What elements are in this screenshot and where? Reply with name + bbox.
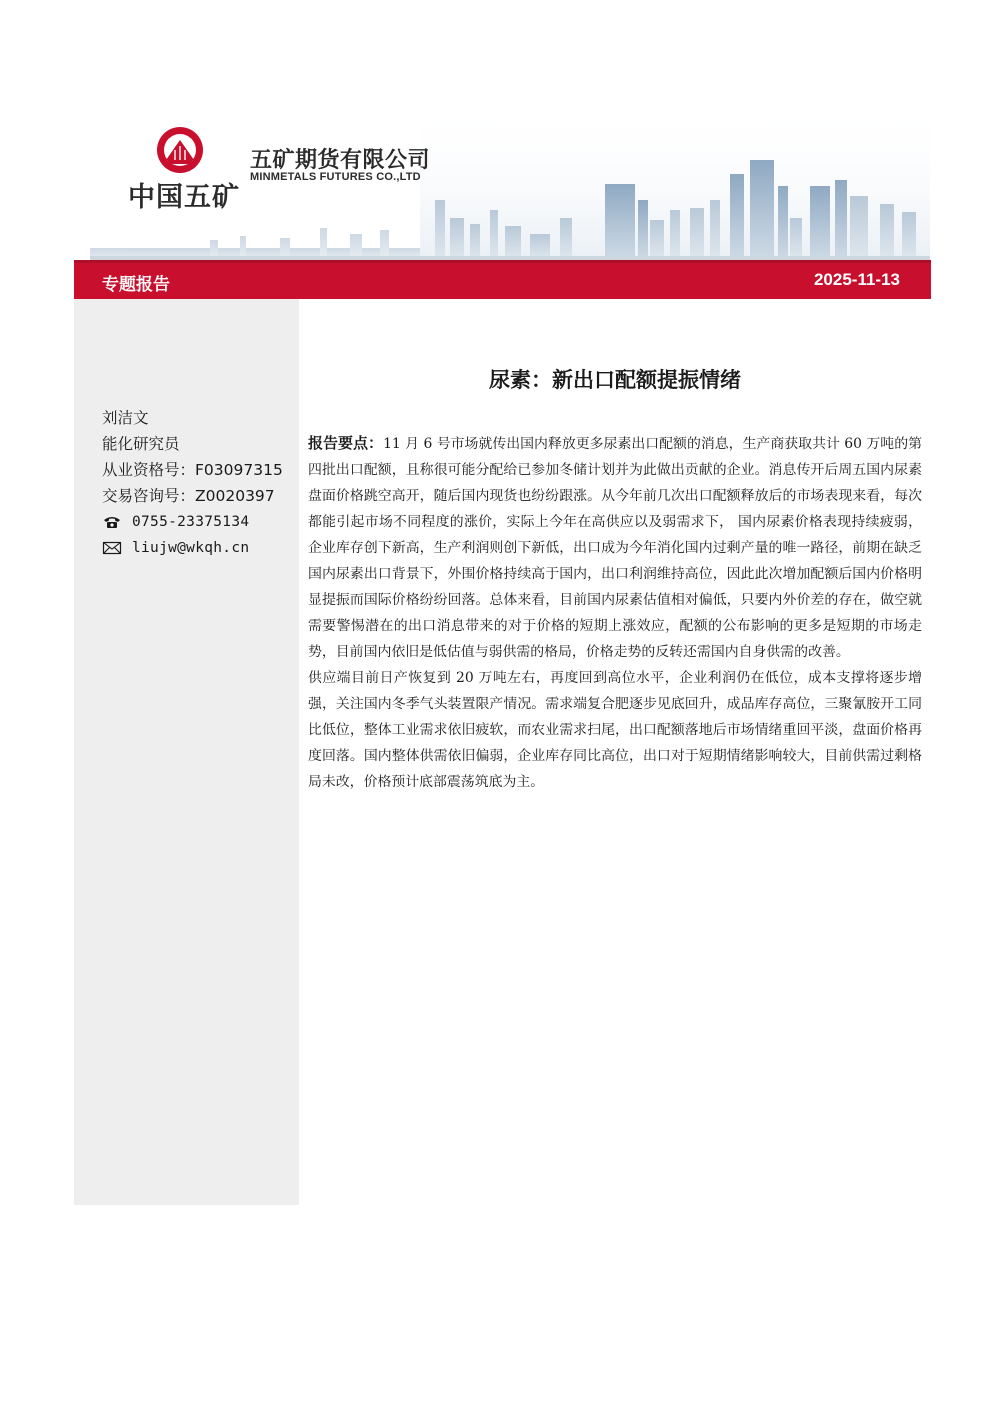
- report-type-label: 专题报告: [102, 275, 170, 295]
- report-header-band: [74, 260, 931, 299]
- author-phone: 0755-23375134: [132, 514, 250, 530]
- phone-icon: [102, 515, 122, 529]
- author-role: 能化研究员: [102, 435, 180, 453]
- report-date: 2025-11-13: [813, 270, 900, 289]
- report-body: [308, 430, 922, 795]
- company-name-cn: 五矿期货有限公司: [250, 148, 431, 173]
- key-points-text: 11 月 6 号市场就传出国内释放更多尿素出口配额的消息，生产商获取共计 60 万吨的第四批出口配额，且称很可能分配给已参加冬储计划并为此做出贡献的企业。消息传开后周五国内尿素盘面价格跳空高开，随后国内现货也纷纷跟涨。从今年前几次出口配额释放后的市场表现来看，每次都能引起市场不同程度的涨价，实际上今年在高供应以及弱需求下， 国内尿素价格表现持续疲弱，企业库存创下新高，生产利润则创下新低，出口成为今年消化国内过剩产量的唯一路径，前期在缺乏国内尿素出口背景下，外围价格持续高于国内，出口利润维持高位，因此此次增加配额后国内价格明显提振而国际价格纷纷回落。总体来看，目前国内尿素估值相对偏低，只要内外价差的存在，做空就需要警惕潜在的出口消息带来的对于价格的短期上涨效应，配额的公布影响的更多是短期的市场走势，目前国内依旧是低估值与弱供需的格局，价格走势的反转还需国内自身供需的改善。: [308, 436, 922, 660]
- key-points-label: 报告要点：: [308, 434, 384, 452]
- author-name: 刘洁文: [102, 409, 149, 427]
- report-title: 尿素：新出口配额提振情绪: [489, 368, 741, 392]
- author-email[interactable]: liujw@wkqh.cn: [132, 540, 250, 556]
- author-consult-number: 交易咨询号：Z0020397: [102, 487, 275, 505]
- band-shade: [74, 260, 931, 263]
- author-info: [102, 405, 283, 561]
- company-name-en: MINMETALS FUTURES CO.,LTD: [250, 171, 421, 183]
- author-phone-row: [102, 509, 283, 535]
- author-sidebar: [74, 299, 299, 1205]
- author-qualification: 从业资格号：F03097315: [102, 461, 283, 479]
- author-email-row: [102, 535, 283, 561]
- supply-demand-paragraph: 供应端目前日产恢复到 20 万吨左右，再度回到高位水平，企业利润仍在低位，成本支撑将逐步增强，关注国内冬季气头装置限产情况。需求端复合肥逐步见底回升，成品库存高位，三聚氰胺开工同比低位，整体工业需求依旧疲软，而农业需求扫尾，出口配额落地后市场情绪重回平淡，盘面价格再度回落。国内整体供需依旧偏弱，企业库存同比高位，出口对于短期情绪影响较大，目前供需过剩格局未改，价格预计底部震荡筑底为主。: [308, 670, 922, 790]
- mail-icon: [102, 541, 122, 555]
- key-points-paragraph: [308, 430, 922, 665]
- logo-chinese-name: 中国五矿: [128, 182, 240, 213]
- minmetals-emblem-logo: [156, 126, 204, 174]
